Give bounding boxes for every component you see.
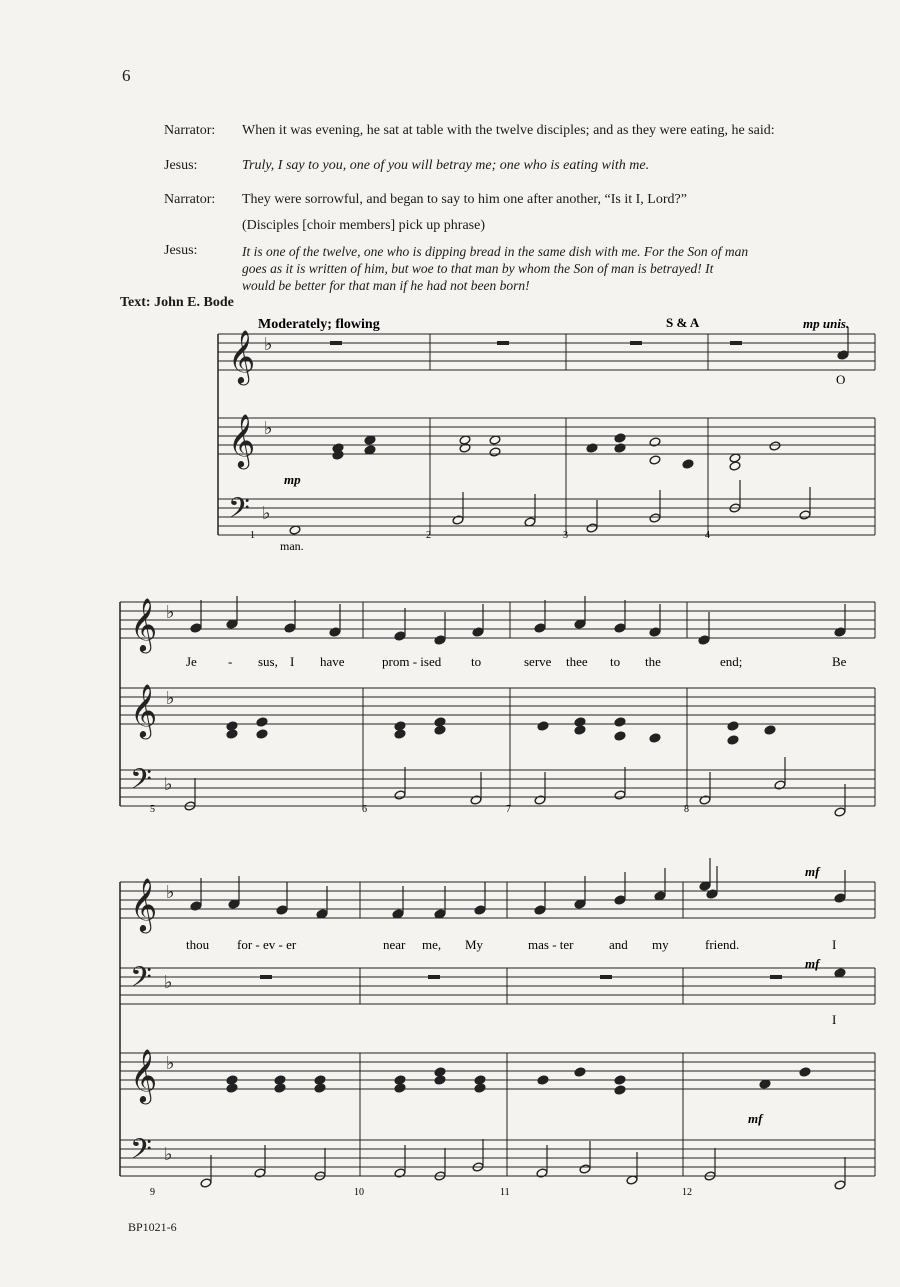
note-head <box>534 795 546 805</box>
speaker-narrator-1: Narrator: <box>164 123 216 138</box>
note-head <box>394 1168 406 1178</box>
flat-key-signature: ♭ <box>166 882 175 902</box>
voice-label: S & A <box>666 315 700 330</box>
note-head <box>614 717 626 727</box>
note-head <box>614 790 626 800</box>
page-number: 6 <box>122 66 131 85</box>
lyric: prom - ised <box>382 654 442 669</box>
narration-line-2: They were sorrowful, and began to say to him one after another, “Is it I, Lord?” <box>242 192 687 207</box>
dynamic-mp: mp <box>284 472 301 487</box>
note-heads <box>184 327 849 1190</box>
note-head <box>614 731 626 741</box>
note-head <box>394 729 406 739</box>
jesus-line-2c: would be better for that man if he had not been born! <box>242 278 530 293</box>
note-head <box>472 627 484 637</box>
note-head <box>274 1083 286 1093</box>
note-head <box>834 1180 846 1190</box>
lyrics-system-3 <box>186 937 836 1027</box>
flat-key-signature: ♭ <box>262 503 271 523</box>
note-head <box>434 725 446 735</box>
lyric: thou <box>186 937 210 952</box>
lyric: to <box>471 654 482 669</box>
note-head <box>537 1075 549 1085</box>
note-head <box>649 627 661 637</box>
lyric: for - ev - er <box>237 937 297 952</box>
note-head <box>474 1083 486 1093</box>
flat-key-signature: ♭ <box>166 602 175 622</box>
treble-clef: 𝄞 <box>130 1050 158 1101</box>
lyric: end; <box>720 654 743 669</box>
note-head <box>254 1168 266 1178</box>
bass-clef: 𝄢 <box>130 963 152 1000</box>
note-head <box>434 1075 446 1085</box>
note-head <box>699 795 711 805</box>
note-head <box>314 1075 326 1085</box>
measure-4: 4 <box>705 530 710 541</box>
measure-6: 6 <box>362 804 367 815</box>
note-head <box>474 1075 486 1085</box>
note-head <box>614 895 626 905</box>
note-head <box>614 1075 626 1085</box>
flat-key-signature: ♭ <box>164 972 173 992</box>
footer-code: BP1021-6 <box>128 1220 177 1234</box>
lyric-man: man. <box>280 539 304 553</box>
note-head <box>799 510 811 520</box>
note-head <box>394 721 406 731</box>
whole-rest <box>770 975 782 979</box>
whole-rest <box>730 341 742 345</box>
note-head <box>649 513 661 523</box>
dynamic-mf-2: mf <box>805 956 820 971</box>
lyric-lower: I <box>832 1012 837 1027</box>
note-head <box>474 905 486 915</box>
staff-lines <box>120 330 875 1176</box>
whole-rest <box>330 341 342 345</box>
note-head <box>649 437 661 447</box>
lyrics-system-2 <box>186 654 847 669</box>
tempo-marking: Moderately; flowing <box>258 317 380 332</box>
note-head <box>706 889 718 899</box>
note-head <box>274 1075 286 1085</box>
dynamic-mf-1: mf <box>805 864 820 879</box>
note-head <box>226 1075 238 1085</box>
measure-12: 12 <box>682 1187 692 1198</box>
lyric: Be <box>832 654 847 669</box>
note-head <box>727 721 739 731</box>
note-head <box>834 807 846 817</box>
lyric: thee <box>566 654 588 669</box>
note-head <box>729 461 741 471</box>
lyric: me, <box>422 937 442 952</box>
treble-clef: 𝄞 <box>130 879 158 930</box>
note-head <box>256 729 268 739</box>
measure-1: 1 <box>250 530 255 541</box>
note-head <box>799 1067 811 1077</box>
note-head <box>727 735 739 745</box>
note-head <box>649 733 661 743</box>
jesus-line-2b: goes as it is written of him, but woe to that man by whom the Son of man is betrayed! It <box>242 261 714 276</box>
whole-rest <box>630 341 642 345</box>
flat-key-signature: ♭ <box>164 1144 173 1164</box>
stage-direction: (Disciples [choir members] pick up phrase) <box>242 218 485 233</box>
treble-clef: 𝄞 <box>130 599 158 650</box>
note-head <box>537 721 549 731</box>
note-head <box>834 893 846 903</box>
note-head <box>284 623 296 633</box>
note-head <box>489 447 501 457</box>
lyric: I <box>290 654 295 669</box>
bass-clef: 𝄢 <box>228 494 250 531</box>
note-head <box>394 790 406 800</box>
narration-line-1: When it was evening, he sat at table with the twelve disciples; and as they were eating, he said: <box>242 123 775 138</box>
note-head <box>434 717 446 727</box>
note-head <box>834 627 846 637</box>
note-head <box>586 443 598 453</box>
whole-rest <box>497 341 509 345</box>
dynamic-mp-unis: mp unis. <box>803 316 850 331</box>
note-head <box>774 780 786 790</box>
note-head <box>226 1083 238 1093</box>
note-head <box>574 717 586 727</box>
note-head <box>459 443 471 453</box>
measure-2: 2 <box>426 530 431 541</box>
dynamic-mf-3: mf <box>748 1111 763 1126</box>
note-head <box>579 1164 591 1174</box>
bass-clef: 𝄢 <box>130 765 152 802</box>
jesus-line-2a: It is one of the twelve, one who is dipping bread in the same dish with me. For the Son of man <box>242 244 749 259</box>
note-head <box>534 623 546 633</box>
note-head <box>329 627 341 637</box>
flat-key-signature: ♭ <box>166 688 175 708</box>
whole-rest <box>428 975 440 979</box>
measure-8: 8 <box>684 804 689 815</box>
lyric: mas - ter <box>528 937 574 952</box>
note-head <box>394 1083 406 1093</box>
note-head <box>574 1067 586 1077</box>
lyric: the <box>645 654 661 669</box>
note-head <box>256 717 268 727</box>
note-head <box>536 1168 548 1178</box>
note-head <box>837 350 849 360</box>
lyric: near <box>383 937 406 952</box>
note-head <box>769 441 781 451</box>
lyric: my <box>652 937 669 952</box>
note-head <box>534 905 546 915</box>
flat-key-signature: ♭ <box>164 774 173 794</box>
note-head <box>434 1067 446 1077</box>
note-head <box>434 635 446 645</box>
bass-clef: 𝄢 <box>130 1135 152 1172</box>
note-head <box>394 631 406 641</box>
measure-10: 10 <box>354 1187 364 1198</box>
note-head <box>226 721 238 731</box>
note-head <box>614 623 626 633</box>
jesus-line-1: Truly, I say to you, one of you will betray me; one who is eating with me. <box>242 158 650 173</box>
measure-5: 5 <box>150 804 155 815</box>
note-head <box>314 1083 326 1093</box>
lyric: and <box>609 937 628 952</box>
note-head <box>200 1178 212 1188</box>
whole-rest <box>260 975 272 979</box>
lyric: sus, <box>258 654 278 669</box>
measure-11: 11 <box>500 1187 510 1198</box>
note-head <box>190 901 202 911</box>
flat-key-signature: ♭ <box>264 334 273 354</box>
speaker-narrator-2: Narrator: <box>164 192 216 207</box>
measure-3: 3 <box>563 530 568 541</box>
flat-key-signature: ♭ <box>264 418 273 438</box>
note-head <box>764 725 776 735</box>
lyric-o: O <box>836 372 846 387</box>
speaker-jesus-2: Jesus: <box>164 243 198 258</box>
note-head <box>614 433 626 443</box>
lyric: My <box>465 937 484 952</box>
note-head <box>614 1085 626 1095</box>
treble-clef: 𝄞 <box>130 685 158 736</box>
treble-clef: 𝄞 <box>228 331 256 382</box>
lyric: serve <box>524 654 552 669</box>
speaker-jesus-1: Jesus: <box>164 158 198 173</box>
note-head <box>226 729 238 739</box>
note-head <box>649 455 661 465</box>
note-head <box>614 443 626 453</box>
measure-9: 9 <box>150 1187 155 1198</box>
note-head <box>470 795 482 805</box>
note-head <box>190 623 202 633</box>
lyric: Je <box>186 654 197 669</box>
lyric: friend. <box>705 937 740 952</box>
note-head <box>698 635 710 645</box>
note-head <box>394 1075 406 1085</box>
measure-7: 7 <box>506 804 511 815</box>
treble-clef: 𝄞 <box>228 415 256 466</box>
note-head <box>586 523 598 533</box>
lyric: to <box>610 654 621 669</box>
note-head <box>574 725 586 735</box>
note-head <box>682 459 694 469</box>
flat-key-signature: ♭ <box>166 1053 175 1073</box>
note-head <box>276 905 288 915</box>
whole-rest <box>600 975 612 979</box>
lyric: - <box>228 654 233 669</box>
lyric: have <box>320 654 345 669</box>
lyric: I <box>832 937 837 952</box>
text-credit: Text: John E. Bode <box>120 295 234 310</box>
note-head <box>452 515 464 525</box>
